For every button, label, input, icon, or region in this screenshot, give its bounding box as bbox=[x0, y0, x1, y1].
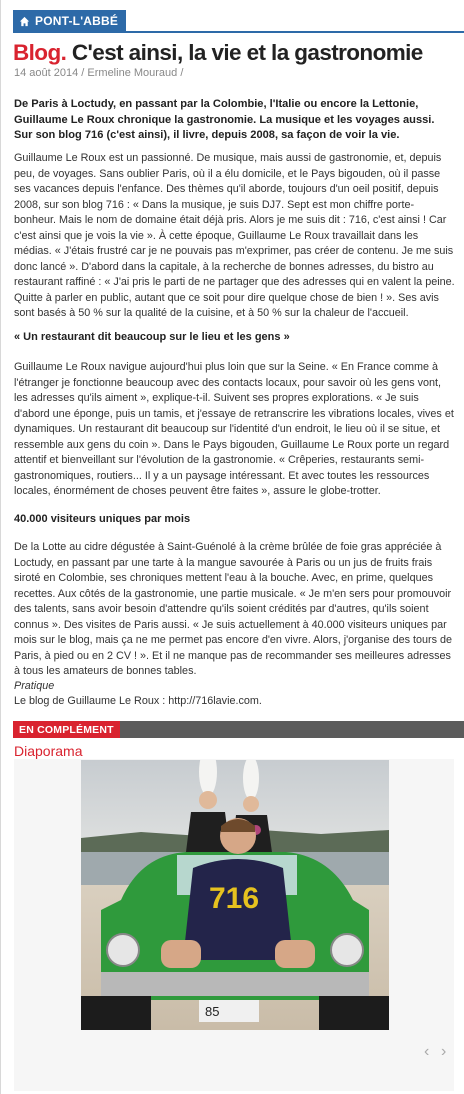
blog-link-text[interactable]: Le blog de Guillaume Le Roux : http://716lavie.com. bbox=[14, 695, 262, 707]
section-tag[interactable] bbox=[13, 10, 126, 32]
house-icon bbox=[19, 16, 30, 27]
article-paragraph-1: Guillaume Le Roux est un passionné. De musique, mais aussi de gastronomie, et, depuis peu, de voyages. Sans oublier Paris, où il a élu domicile, et le Pays bigouden, où il passe ses vacances depuis l'enfance. Des thèmes qu'il aborde, toujours d'un oeil positif, depuis 2008, sur son blog 716 : « Dans la musique, je suis DJ7. Sept est mon chiffre porte-bonheur. Mais le nom de domaine était déjà pris. Alors je me suis dit : 716, c'est ainsi ! Car c'est ainsi que je vois la vie ». À cette époque, Guillaume Le Roux travaillait dans les médias. « J'étais frustré car je ne pouvais pas m'exprimer, pas créer de contenu. Je me suis donc lancé ». D'abord dans la capitale, à la recherche de bonnes adresses, du bistro au restaurant raffiné : « J'ai pris le parti de ne partager que des adresses qui en valent la peine. Quitte à parler en public, autant que ce soit pour dire quelque chose de bien ! ». Ses avis sont basés à 50 % sur la qualité de la cuisine, et à 50 % sur la chaleur de l'accueil. bbox=[14, 152, 455, 319]
shirt-text: 716 bbox=[209, 882, 260, 915]
section-label: PONT-L'ABBÉ bbox=[35, 14, 119, 28]
blog-link[interactable] bbox=[14, 695, 262, 707]
article-lead: De Paris à Loctudy, en passant par la Colombie, l'Italie ou encore la Lettonie, Guillaume Le Roux chronique la gastronomie. La musique et les voyages aussi. Sur son blog 716 (c'est ainsi), il livre, depuis 2008, sa façon de voir la vie. bbox=[14, 98, 435, 141]
article-author: / Ermeline Mouraud / bbox=[78, 67, 184, 79]
article-paragraph-3: De la Lotte au cidre dégustée à Saint-Guénolé à la crème brûlée de foie gras appréciée à Loctudy, en passant par une tarte à la mangue savourée à Paris ou un jus de fruits frais siroté en Colombie, ses chroniques mettent l'eau à la bouche. Avec, en prime, quelques recettes. Aux côtés de la gastronomie, une partie musicale. « Je m'en sers pour promouvoir des talents, sans avoir besoin d'attendre qu'ils soient crédités par d'autres, qu'ils soient connus ». Des visites de Paris aussi. « Je suis actuellement à 40.000 visiteurs uniques par mois sur le blog, mais ça ne me permet pas encore d'en vivre. Alors, j'organise des tours de Paris, à pied ou en 2 CV ! ». Et il ne manque pas de recommander ses meilleures adresses à tous les amateurs de bonnes tables. bbox=[14, 541, 453, 677]
article-date: 14 août 2014 bbox=[14, 67, 79, 79]
complement-tag: EN COMPLÉMENT bbox=[13, 721, 120, 738]
title-text: C'est ainsi, la vie et la gastronomie bbox=[66, 40, 423, 65]
photo-illustration bbox=[81, 760, 389, 1030]
article-meta bbox=[14, 67, 183, 79]
article-paragraph-2: Guillaume Le Roux navigue aujourd'hui plus loin que sur la Seine. « En France comme à l'étranger je fonctionne beaucoup avec des contacts locaux, pour savoir où les gens vont, les adresses qu'ils aiment », explique-t-il. Suivent ses propres explorations. « Je suis d'abord une éponge, puis un tamis, et j'essaye de retranscrire les vibrations locales, vives et dynamiques. Un restaurant dit beaucoup sur l'identité d'un endroit, le lieu où il se situe, et ressemble aux gens du coin ». Dans le Pays bigouden, Guillaume Le Roux porte un regard attentif et bienveillant sur l'évolution de la gastronomie. « Crêperies, restaurants semi-gastronomiques, routiers... Il y a un paysage intéressant. Et avec toutes les ressources locales, énormément de choses peuvent être faites », assure le globe-trotter. bbox=[14, 361, 454, 497]
chevron-left-icon[interactable]: ‹ bbox=[424, 1043, 430, 1060]
article-subhead-2: 40.000 visiteurs uniques par mois bbox=[14, 513, 191, 525]
pratique-label: Pratique bbox=[14, 680, 55, 692]
section-rule bbox=[13, 31, 464, 33]
chevron-right-icon[interactable]: › bbox=[441, 1043, 447, 1060]
title-kicker: Blog. bbox=[13, 40, 67, 65]
article-subhead-1: « Un restaurant dit beaucoup sur le lieu et les gens » bbox=[14, 331, 290, 343]
article-title bbox=[13, 39, 458, 67]
slideshow[interactable] bbox=[14, 759, 454, 1091]
svg-text:85: 85 bbox=[205, 1004, 220, 1019]
slideshow-photo[interactable] bbox=[81, 760, 389, 1030]
slideshow-title[interactable]: Diaporama bbox=[14, 743, 83, 759]
